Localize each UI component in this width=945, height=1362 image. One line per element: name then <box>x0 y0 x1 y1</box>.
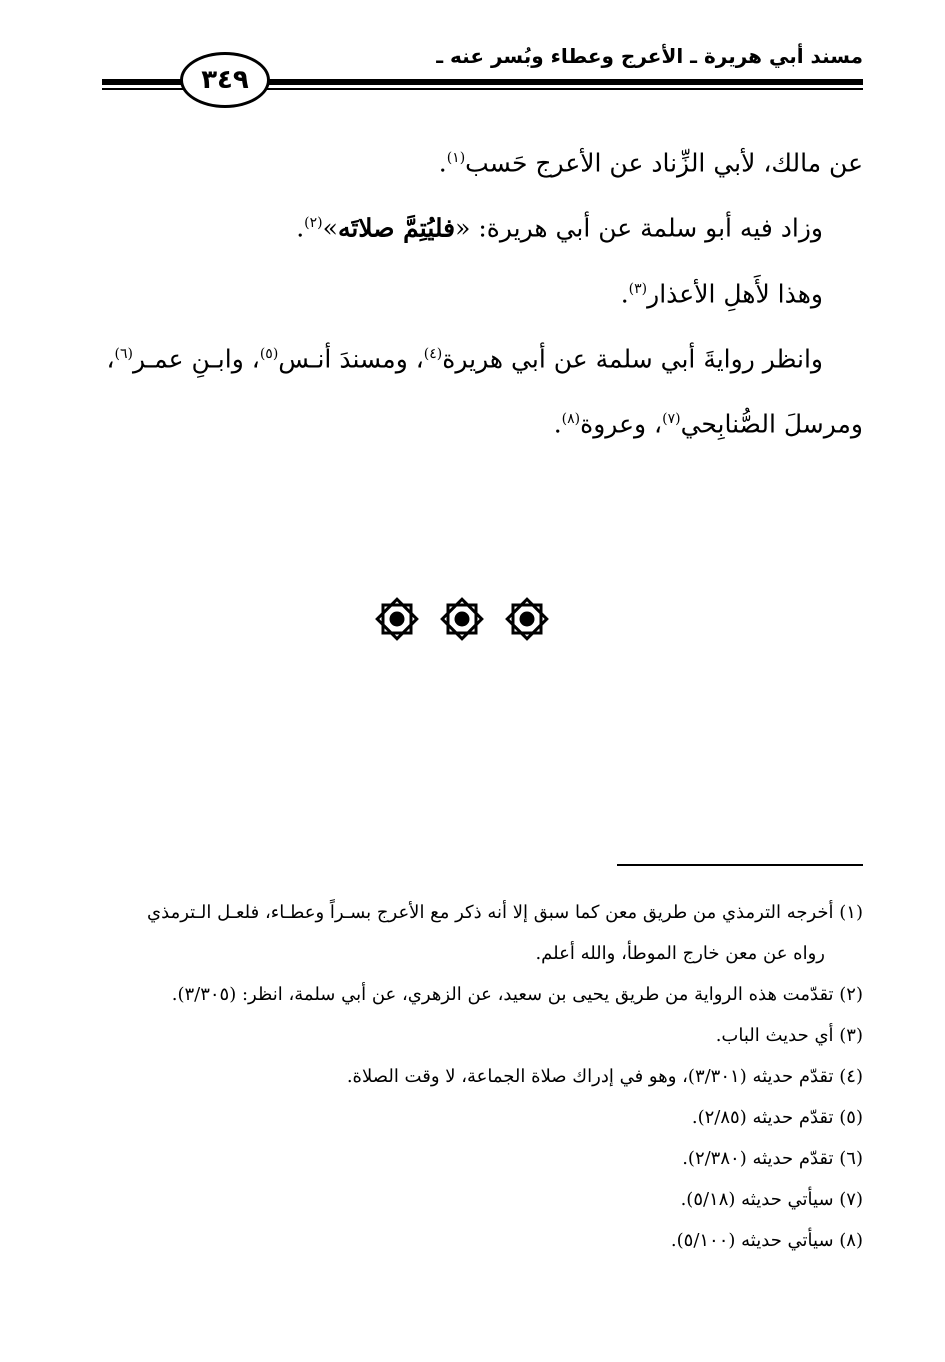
running-header-title: مسند أبي هريرة ـ الأعرج وعطاء وبُسر عنه ـ <box>436 44 863 68</box>
text-segment: ، وعروة <box>580 409 663 439</box>
text-segment: » <box>322 213 338 243</box>
text-segment: ومرسلَ الصُّنابِحي <box>680 409 863 439</box>
text-segment: ، <box>106 344 115 374</box>
text-segment: ، وابـنِ عمـر <box>133 344 260 374</box>
footnote-4: (٤) تقدّم حديثه (٣/٣٠١)، وهو في إدراك صلاة الجماعة، لا وقت الصلاة. <box>346 1066 863 1087</box>
footnote-ref-8[interactable]: (٨) <box>561 411 581 428</box>
text-segment: . <box>296 213 305 243</box>
footnote-3: (٣) أي حديث الباب. <box>715 1025 863 1046</box>
footnote-1-continued: رواه عن معن خارج الموطأ، والله أعلم. <box>535 943 825 964</box>
text-segment: ، ومسندَ أنـس <box>278 344 424 374</box>
flower-star-icon <box>372 594 422 644</box>
text-line-2 <box>100 193 863 258</box>
text-segment: . <box>553 409 562 439</box>
section-ornament <box>372 594 552 644</box>
footnote-5: (٥) تقدّم حديثه (٢/٨٥). <box>691 1107 863 1128</box>
text-segment: وانظر روايةَ أبي سلمة عن أبي هريرة <box>442 344 823 374</box>
footnote-7: (٧) سيأتي حديثه (٥/١٨). <box>680 1189 863 1210</box>
text-line-4 <box>100 324 863 389</box>
footnote-ref-6[interactable]: (٦) <box>114 345 134 362</box>
main-text <box>100 128 863 455</box>
text-segment: وزاد فيه أبو سلمة عن أبي هريرة: « <box>455 213 823 243</box>
footnote-2: (٢) تقدّمت هذه الرواية من طريق يحيى بن سعيد، عن الزهري، عن أبي سلمة، انظر: (٣/٣٠٥). <box>171 984 863 1005</box>
footnote-ref-1[interactable]: (١) <box>446 150 466 166</box>
footnote-6: (٦) تقدّم حديثه (٢/٣٨٠). <box>682 1148 863 1169</box>
footnote-8: (٨) سيأتي حديثه (٥/١٠٠). <box>670 1230 863 1251</box>
footnote-ref-3[interactable]: (٣) <box>628 280 648 297</box>
text-line-3 <box>100 259 863 324</box>
text-segment: وهذا لأَهلِ الأعذار <box>647 278 823 308</box>
page-number: ٣٤٩ <box>180 52 270 108</box>
footnotes <box>100 892 863 1261</box>
footnote-ref-7[interactable]: (٧) <box>662 411 681 428</box>
footnote-ref-5[interactable]: (٥) <box>259 345 279 362</box>
footnote-ref-2[interactable]: (٢) <box>304 215 323 232</box>
hadith-quote: فليُتِمَّ صلاتَه <box>337 213 456 243</box>
footnote-separator <box>617 864 863 866</box>
text-line-5 <box>100 389 863 454</box>
flower-star-icon <box>502 594 552 644</box>
flower-star-icon <box>437 594 487 644</box>
text-segment: . <box>620 278 629 308</box>
text-segment: . <box>438 148 447 178</box>
text-segment: عن مالك، لأبي الزِّناد عن الأعرج حَسب <box>465 148 863 178</box>
text-line-1 <box>100 128 863 193</box>
footnote-1: (١) أخرجه الترمذي من طريق معن كما سبق إلا أنه ذكر مع الأعرج بسـراً وعطـاء، فلعـل الـترمذي <box>147 902 863 923</box>
footnote-ref-4[interactable]: (٤) <box>423 345 443 362</box>
